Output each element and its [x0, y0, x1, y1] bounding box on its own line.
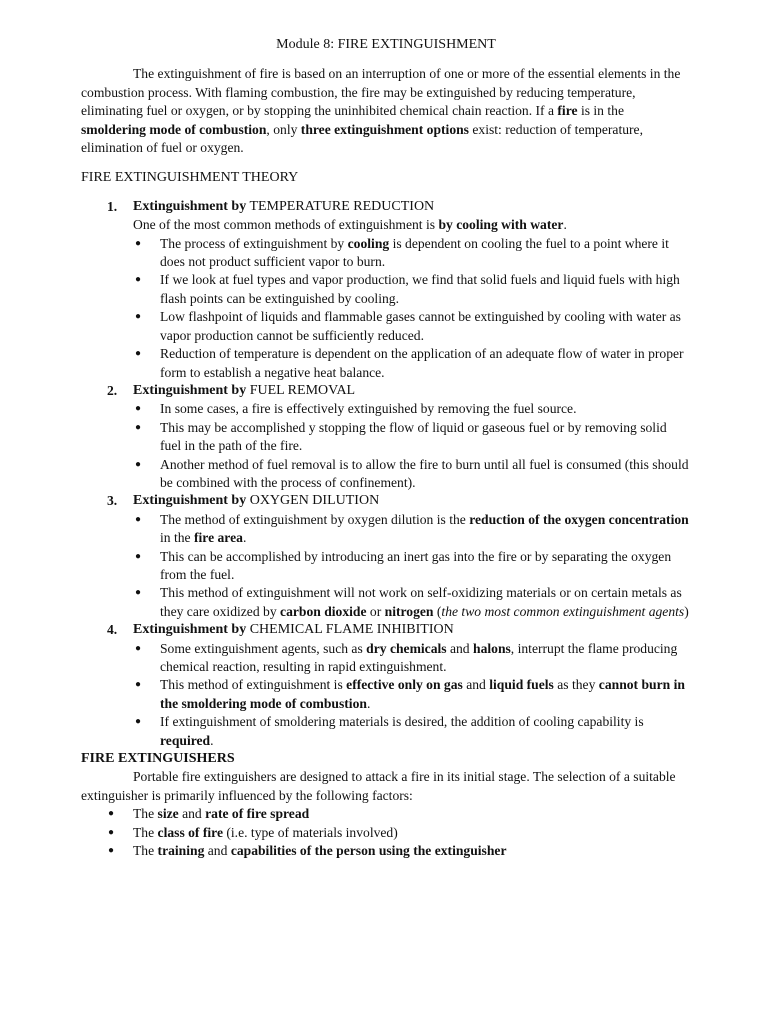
bullet-icon: ●: [135, 587, 142, 599]
factor-bold: class of fire: [157, 824, 223, 840]
intro-bold-fire: fire: [557, 103, 578, 119]
bullet-bold: halons: [473, 640, 511, 656]
item-heading-topic: FUEL REMOVAL: [246, 382, 356, 398]
bullet-icon: ●: [135, 550, 142, 562]
bullet-text: This method of extinguishment will not work on self-oxidizing materials or on certain metals as they care oxidized by: [160, 585, 682, 619]
intro-bold-smoldering: smoldering mode of combustion: [81, 121, 267, 137]
item-heading: [133, 382, 691, 400]
subtext-text: One of the most common methods of extinguishment is: [133, 217, 439, 233]
item-heading-lead: Extinguishment by: [133, 198, 247, 214]
factor-bold: capabilities of the person using the extinguisher: [230, 843, 507, 859]
item-heading-topic: OXYGEN DILUTION: [246, 493, 380, 509]
item-heading-topic: CHEMICAL FLAME INHIBITION: [246, 622, 454, 638]
bullet-text: This method of extinguishment is: [160, 677, 347, 693]
intro-text: exist: reduction of temperature, elimination of fuel or oxygen.: [81, 121, 643, 156]
bullet-icon: ●: [135, 237, 142, 249]
item-number: 3.: [107, 493, 118, 509]
item-heading-lead: Extinguishment by: [133, 382, 247, 398]
subtext-bold: by cooling with water: [438, 217, 564, 233]
bullet-bold: dry chemicals: [366, 640, 447, 656]
bullet-text: The method of extinguishment by oxygen dilution is the: [160, 511, 470, 527]
theory-item-temperature: [81, 198, 691, 382]
page-title: Module 8: FIRE EXTINGUISHMENT: [276, 37, 496, 52]
bullet-icon: ●: [135, 421, 142, 433]
bullet-text: is dependent on cooling the fuel to a point where it does not product sufficient vapor to burn.: [160, 235, 669, 270]
bullet-bold: effective only on gas: [346, 677, 463, 693]
bullet-item: [133, 456, 691, 493]
bullet-italic: the two most common extinguishment agents: [441, 603, 685, 619]
bullet-bold: carbon dioxide: [280, 603, 367, 619]
item-heading-topic: TEMPERATURE REDUCTION: [246, 198, 435, 214]
intro-text: , only: [266, 121, 301, 137]
subtext-text: .: [563, 217, 567, 233]
item-number: 4.: [107, 622, 118, 638]
bullet-text: .: [242, 530, 247, 546]
factor-text: (i.e. type of materials involved): [222, 824, 398, 840]
bullet-icon: ●: [108, 845, 115, 857]
bullet-text: This can be accomplished by introducing an inert gas into the fire or by separating the oxygen from the fuel.: [160, 548, 672, 582]
bullet-text: Some extinguishment agents, such as: [160, 640, 367, 656]
bullet-text: (: [433, 603, 442, 619]
bullet-text: in the: [160, 530, 194, 546]
bullet-item: [133, 308, 691, 345]
extinguishers-paragraph: Portable fire extinguishers are designed to attack a fire in its initial stage. The selection of a suitable extinguisher is primarily influenced by the following factors:: [81, 769, 676, 803]
bullet-text: The process of extinguishment by: [160, 235, 348, 251]
bullet-item: [133, 511, 691, 548]
bullet-text: Low flashpoint of liquids and flammable gases cannot be extinguished by cooling with water as vapor production cannot be sufficiently reduced.: [160, 309, 681, 343]
bullet-item: [133, 419, 691, 456]
factor-text: and: [178, 806, 206, 822]
bullet-bold: cannot burn in the smoldering mode of combustion: [160, 677, 685, 711]
bullet-item: [133, 640, 691, 677]
bullet-bold: nitrogen: [384, 603, 434, 619]
intro-text: The extinguishment of fire is based on an interruption of one or more of the essential elements in the combustion process. With flaming combustion, the fire may be extinguished by reducing temperature, eliminating fuel or oxygen, or by stopping the uninhibited chemical chain reaction. If a: [81, 66, 681, 119]
theory-item-fuel-removal: [81, 382, 691, 492]
factor-item: [81, 805, 691, 823]
factor-item: [81, 842, 691, 860]
factor-text: The: [133, 824, 158, 840]
bullet-item: [133, 713, 691, 750]
factor-bold: size: [157, 806, 179, 822]
factor-text: The: [133, 806, 158, 822]
bullet-icon: ●: [108, 826, 115, 838]
theory-heading: FIRE EXTINGUISHMENT THEORY: [81, 170, 299, 186]
bullet-text: ): [684, 603, 689, 619]
bullet-icon: ●: [135, 513, 142, 525]
bullet-text: In some cases, a fire is effectively extinguished by removing the fuel source.: [160, 401, 577, 417]
bullet-icon: ●: [135, 642, 142, 654]
item-heading: [133, 492, 691, 510]
item-number: 2.: [107, 382, 118, 398]
theory-item-oxygen-dilution: [81, 492, 691, 621]
theory-item-chemical-inhibition: [81, 621, 691, 750]
item-heading-lead: Extinguishment by: [133, 493, 247, 509]
bullet-item: [133, 584, 691, 621]
bullet-item: [133, 548, 691, 585]
item-number: 1.: [107, 198, 118, 214]
bullet-text: .: [366, 695, 371, 711]
factor-bold: training: [157, 843, 205, 859]
bullet-icon: ●: [135, 274, 142, 286]
bullet-text: and: [462, 677, 490, 693]
bullet-bold: cooling: [347, 235, 390, 251]
factors-list: [81, 805, 691, 860]
intro-bold-options: three extinguishment options: [300, 121, 469, 137]
bullet-icon: ●: [135, 403, 142, 415]
bullet-icon: ●: [108, 808, 115, 820]
bullet-bold: reduction of the oxygen concentration: [469, 511, 689, 527]
bullet-text: This may be accomplished y stopping the flow of liquid or gaseous fuel or by removing solid fuel in the path of the fire.: [160, 419, 667, 454]
extinguishers-heading: FIRE EXTINGUISHERS: [81, 751, 235, 767]
bullet-text: as they: [553, 677, 599, 693]
bullet-item: [133, 676, 691, 713]
bullet-list: [133, 640, 691, 750]
item-heading: [133, 621, 691, 639]
factor-item: [81, 824, 691, 842]
intro-text: is in the: [577, 103, 624, 119]
bullet-item: [133, 271, 691, 308]
bullet-list: [133, 235, 691, 382]
bullet-list: [133, 400, 691, 492]
item-heading: [133, 198, 691, 216]
bullet-item: [133, 235, 691, 272]
bullet-text: If extinguishment of smoldering materials is desired, the addition of cooling capability is: [160, 714, 644, 730]
factor-bold: rate of fire spread: [205, 806, 310, 822]
bullet-text: and: [446, 640, 474, 656]
bullet-bold: liquid fuels: [489, 677, 554, 693]
bullet-icon: ●: [135, 679, 142, 691]
factor-text: The: [133, 843, 158, 859]
bullet-text: .: [210, 732, 214, 748]
bullet-list: [133, 511, 691, 621]
item-subtext: [133, 216, 691, 234]
bullet-text: If we look at fuel types and vapor production, we find that solid fuels and liquid fuels with high flash points can be extinguished by cooling.: [160, 272, 680, 306]
bullet-text: Another method of fuel removal is to allow the fire to burn until all fuel is consumed (this should be combined with the process of confinement).: [160, 456, 689, 490]
document-page: [81, 36, 691, 860]
bullet-item: [133, 400, 691, 418]
bullet-text: , interrupt the flame producing chemical reaction, resulting in rapid extinguishment.: [160, 640, 678, 674]
item-heading-lead: Extinguishment by: [133, 622, 247, 638]
factor-text: and: [204, 843, 231, 859]
bullet-icon: ●: [135, 348, 142, 360]
bullet-icon: ●: [135, 458, 142, 470]
theory-list: [81, 198, 691, 750]
bullet-icon: ●: [135, 716, 142, 728]
bullet-bold: required: [160, 732, 211, 748]
bullet-item: [133, 345, 691, 382]
bullet-text: Reduction of temperature is dependent on the application of an adequate flow of water in proper form to establish a negative heat balance.: [160, 346, 684, 380]
intro-paragraph: [81, 65, 691, 157]
bullet-bold: fire area: [193, 530, 243, 546]
bullet-icon: ●: [135, 311, 142, 323]
bullet-text: or: [366, 603, 385, 619]
